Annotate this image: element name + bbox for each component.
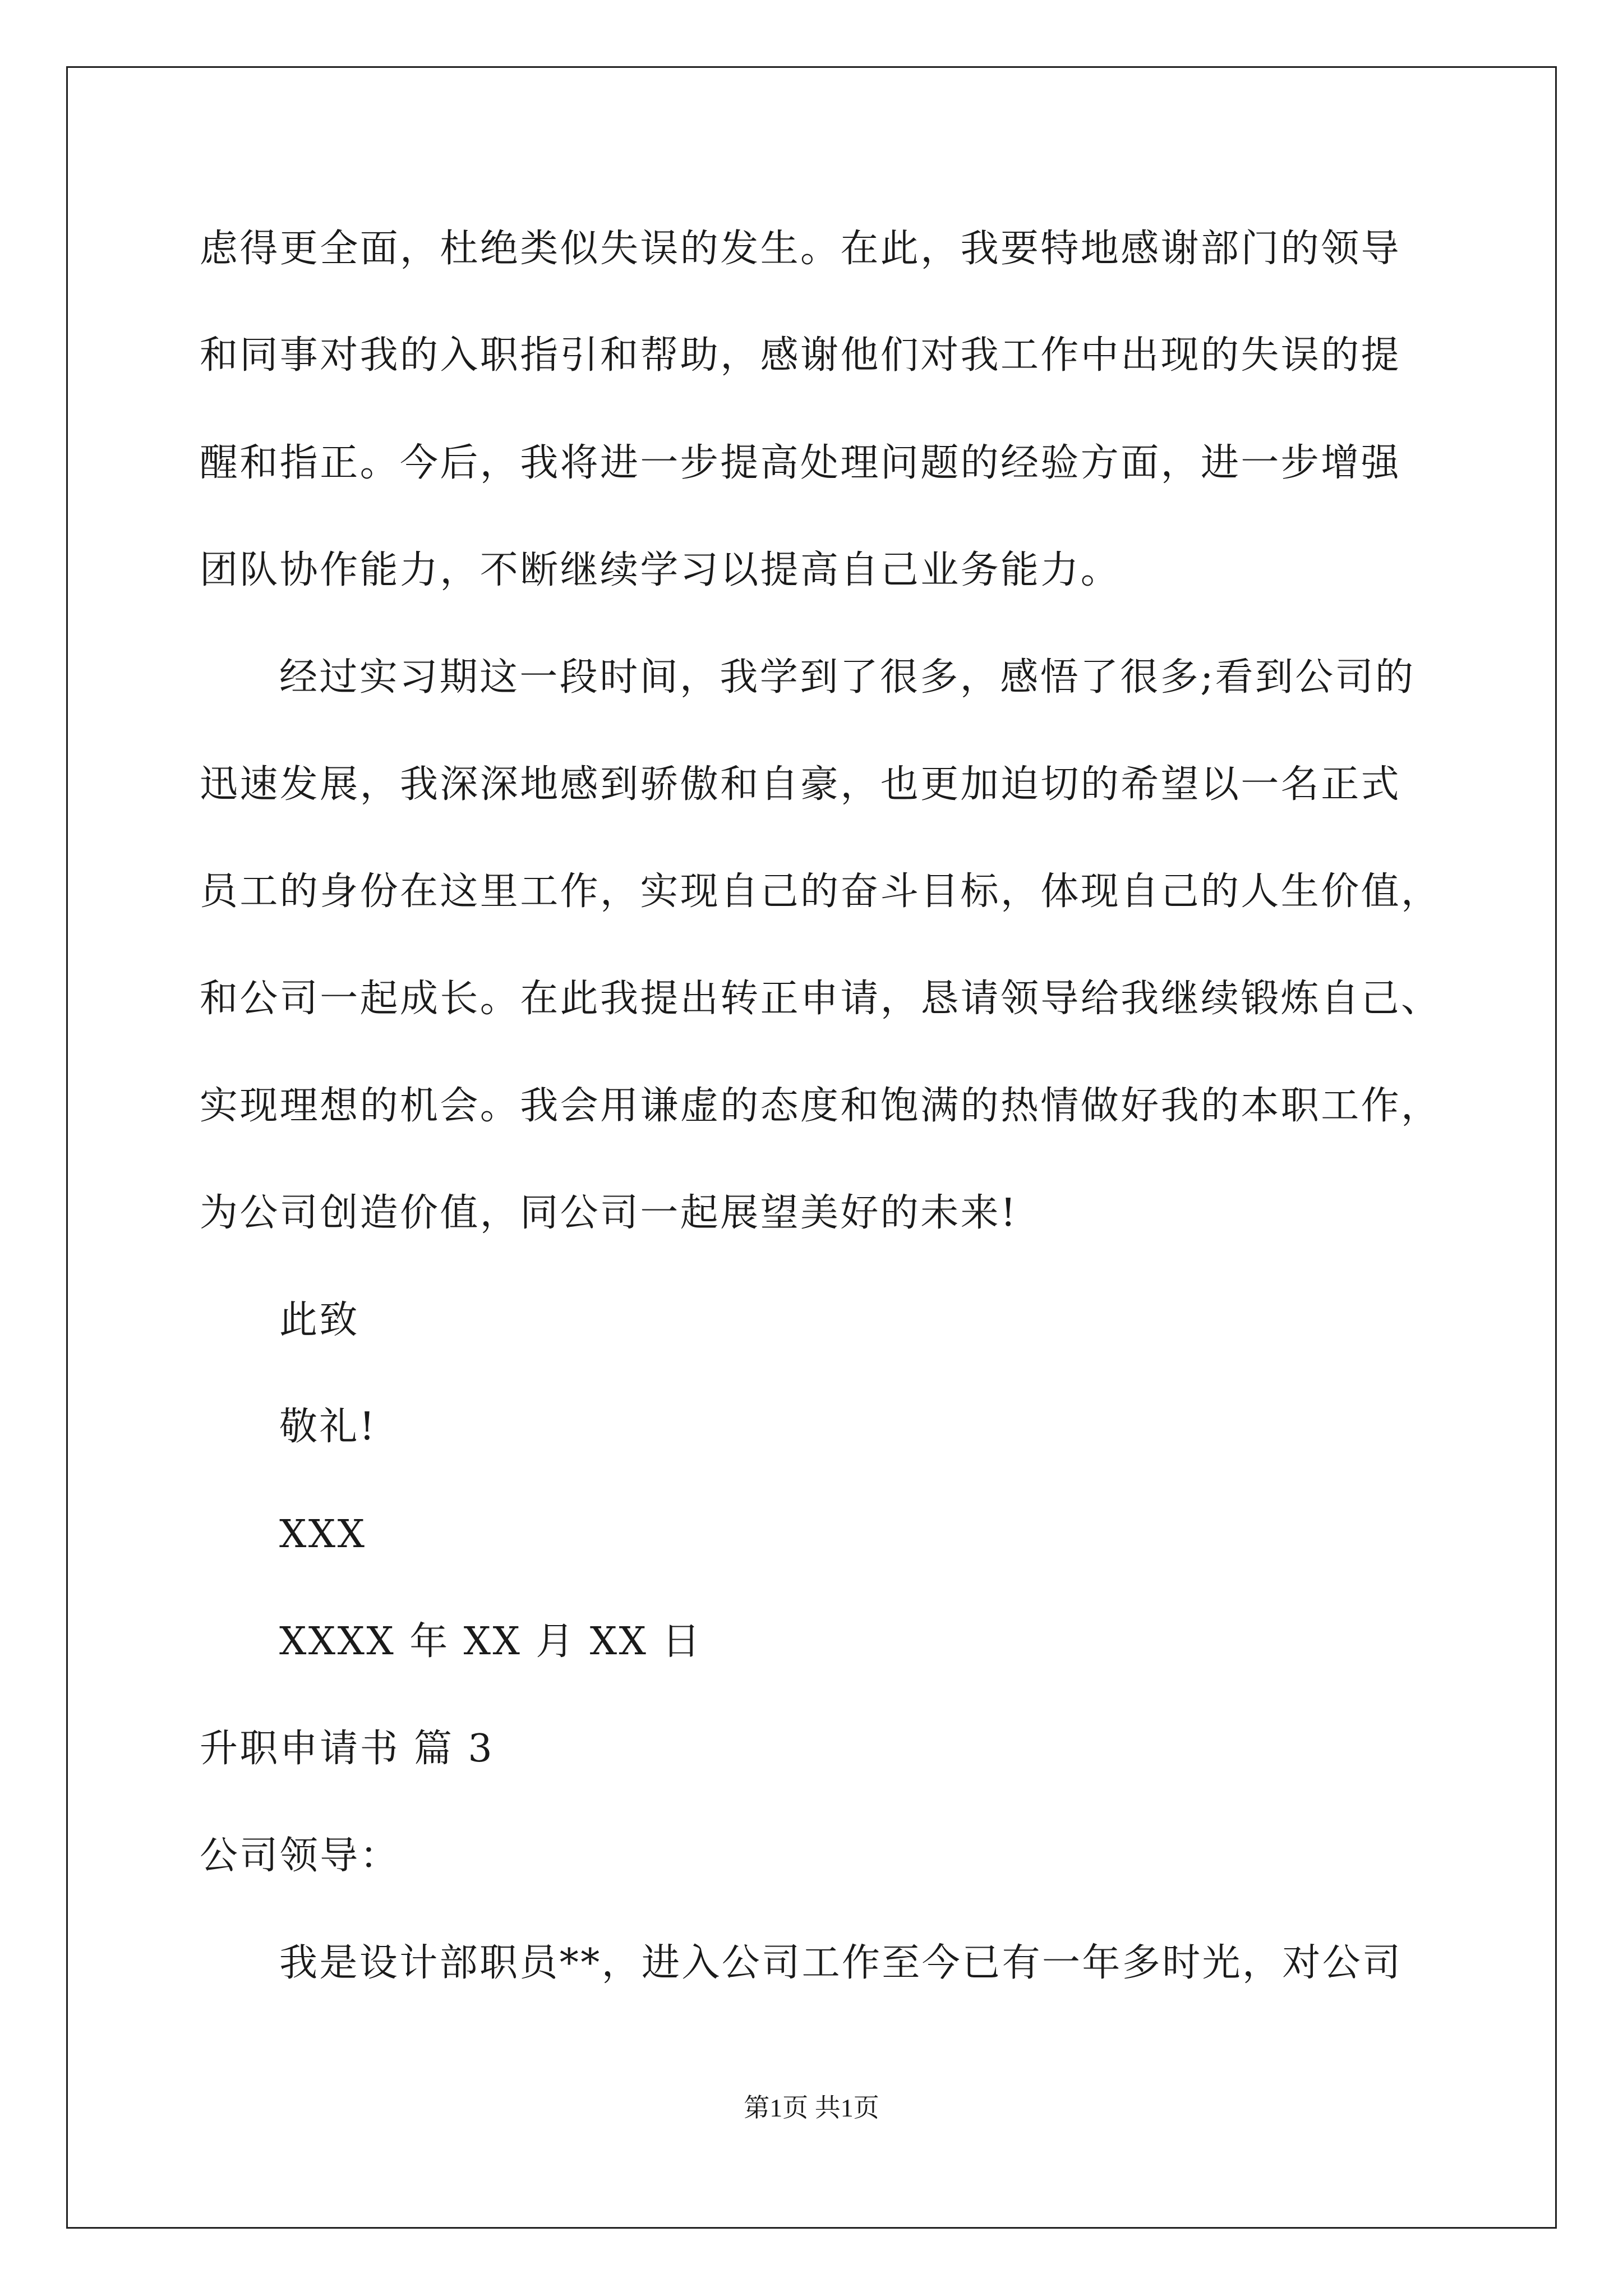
paragraph-line: 醒和指正。今后，我将进一步提高处理问题的经验方面，进一步增强 — [200, 441, 1401, 485]
paragraph-line: 和同事对我的入职指引和帮助，感谢他们对我工作中出现的失误的提 — [200, 333, 1401, 378]
paragraph-line: 和公司一起成长。在此我提出转正申请，恳请领导给我继续锻炼自己、 — [200, 977, 1441, 1021]
closing-regards: 敬礼! — [279, 1405, 377, 1449]
section-heading: 升职申请书 篇 3 — [200, 1727, 495, 1771]
closing-salutation: 此致 — [279, 1298, 359, 1342]
paragraph-line: 员工的身份在这里工作，实现自己的奋斗目标，体现自己的人生价值， — [200, 869, 1441, 914]
paragraph-line: 虑得更全面，杜绝类似失误的发生。在此，我要特地感谢部门的领导 — [200, 227, 1401, 271]
paragraph-line: 我是设计部职员**，进入公司工作至今已有一年多时光，对公司 — [279, 1941, 1403, 1985]
paragraph-line: 团队协作能力，不断继续学习以提高自己业务能力。 — [200, 548, 1121, 592]
signature-date: XXXX 年 XX 月 XX 日 — [279, 1619, 702, 1664]
letter-greeting: 公司领导： — [200, 1834, 400, 1878]
paragraph-line: 实现理想的机会。我会用谦虚的态度和饱满的热情做好我的本职工作， — [200, 1084, 1441, 1128]
signature-name: XXX — [279, 1512, 367, 1557]
paragraph-line: 迅速发展，我深深地感到骄傲和自豪，也更加迫切的希望以一名正式 — [200, 762, 1401, 807]
page-footer: 第1页 共1页 — [744, 2093, 879, 2122]
paragraph-line: 经过实习期这一段时间，我学到了很多，感悟了很多;看到公司的 — [279, 655, 1415, 700]
paragraph-line: 为公司创造价值，同公司一起展望美好的未来! — [200, 1191, 1018, 1235]
page-border — [66, 66, 1557, 2229]
